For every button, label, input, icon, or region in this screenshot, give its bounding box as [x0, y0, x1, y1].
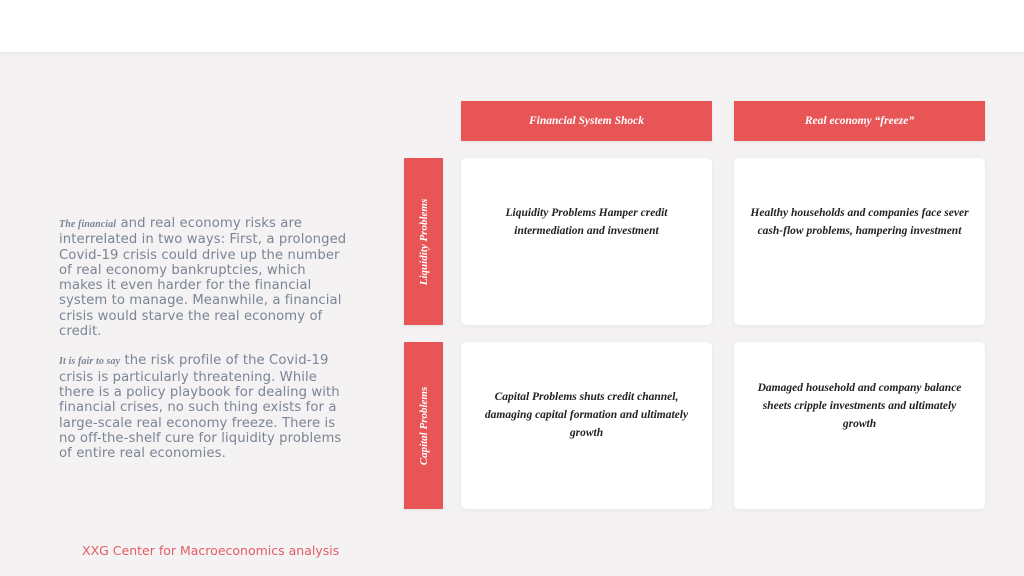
intro-text: [59, 216, 349, 475]
intro-paragraph-2-body: the risk profile of the Covid-19 crisis is particularly threatening. While there is a policy playbook for dealing with financial crises, no such thing exists for a large-scale real economy freeze. There is no off-the-shelf cure for liquidity problems of entire real economies.: [59, 353, 342, 462]
intro-paragraph-1-body: and real economy risks are interrelated in two ways: First, a prolonged Covid-19 crisis could drive up the number of real economy bankruptcies, which makes it even harder for the financial system to manage. Meanwhile, a financial crisis would starve the real economy of credit.: [59, 216, 347, 340]
column-header-real-economy-freeze: Real economy “freeze”: [734, 101, 985, 141]
row-header-capital-problems: [404, 342, 443, 509]
row-header-capital-label: Capital Problems: [417, 386, 430, 465]
intro-paragraph-2-lead: It is fair to say: [59, 356, 121, 368]
row-header-liquidity-label: Liquidity Problems: [417, 198, 430, 285]
matrix-cell-liquidity-real-economy: [734, 158, 985, 325]
matrix-cell-capital-financial: [461, 342, 712, 509]
row-header-liquidity-problems: [404, 158, 443, 325]
column-header-financial-system-shock: Financial System Shock: [461, 101, 712, 141]
matrix-cell-text: Liquidity Problems Hamper credit intermediation and investment: [505, 207, 668, 237]
matrix-cell-liquidity-financial: [461, 158, 712, 325]
intro-paragraph-1: [59, 216, 349, 339]
matrix-cell-capital-real-economy: [734, 342, 985, 509]
top-bar: [0, 0, 1024, 52]
footer-credit: XXG Center for Macroeconomics analysis: [82, 543, 340, 558]
matrix-cell-text: Healthy households and companies face sever cash-flow problems, hampering investment: [750, 207, 969, 237]
intro-paragraph-2: [59, 353, 349, 461]
matrix-cell-text: Capital Problems shuts credit channel, damaging capital formation and ultimately growth: [484, 391, 689, 439]
matrix-cell-text: Damaged household and company balance sheets cripple investments and ultimately growth: [757, 382, 962, 430]
intro-paragraph-1-lead: The financial: [59, 219, 117, 230]
